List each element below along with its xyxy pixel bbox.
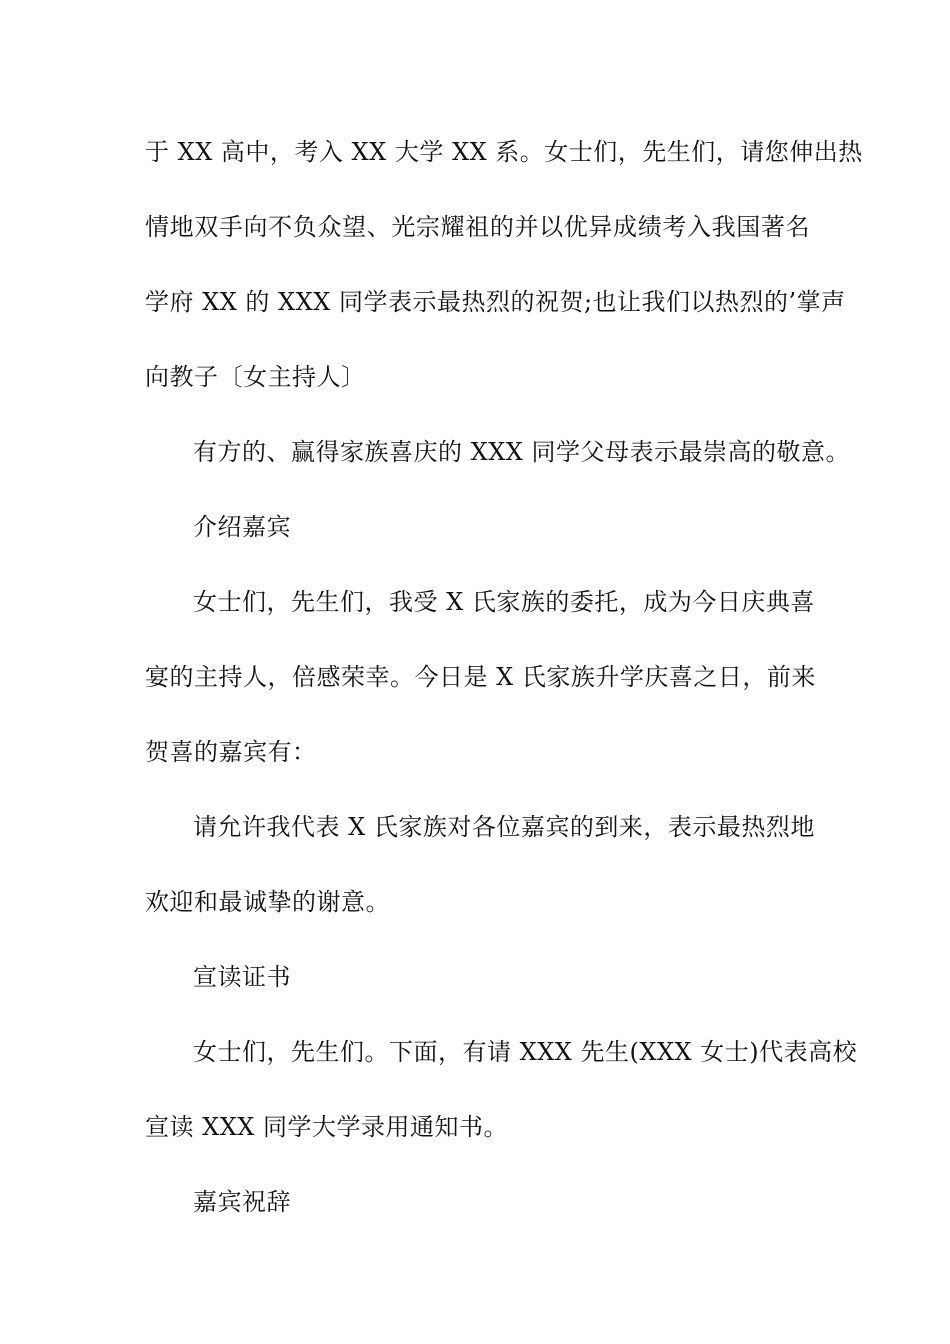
paragraph-line: 于 XX 高中，考入 XX 大学 XX 系。女士们，先生们，请您伸出热	[145, 138, 863, 166]
section-heading: 宣读证书	[193, 963, 291, 991]
paragraph-line: 女士们，先生们。下面，有请 XXX 先生(XXX 女士)代表高校	[193, 1038, 858, 1066]
paragraph-line: 学府 XX 的 XXX 同学表示最热烈的祝贺;也让我们以热烈的’掌声	[145, 288, 846, 316]
paragraph-line: 向教子〔女主持人〕	[145, 363, 366, 391]
paragraph-line: 女士们，先生们，我受 X 氏家族的委托，成为今日庆典喜	[193, 588, 815, 616]
paragraph-line: 欢迎和最诚挚的谢意。	[145, 888, 390, 916]
paragraph-line: 宴的主持人，倍感荣幸。今日是 X 氏家族升学庆喜之日，前来	[145, 663, 816, 691]
section-heading: 嘉宾祝辞	[193, 1188, 291, 1216]
paragraph-line: 有方的、赢得家族喜庆的 XXX 同学父母表示最崇高的敬意。	[193, 438, 851, 466]
paragraph-line: 贺喜的嘉宾有：	[145, 738, 317, 766]
paragraph-line: 情地双手向不负众望、光宗耀祖的并以优异成绩考入我国著名	[145, 213, 810, 241]
paragraph-line: 宣读 XXX 同学大学录用通知书。	[145, 1113, 509, 1141]
section-heading: 介绍嘉宾	[193, 513, 291, 541]
paragraph-line: 请允许我代表 X 氏家族对各位嘉宾的到来，表示最热烈地	[193, 813, 815, 841]
